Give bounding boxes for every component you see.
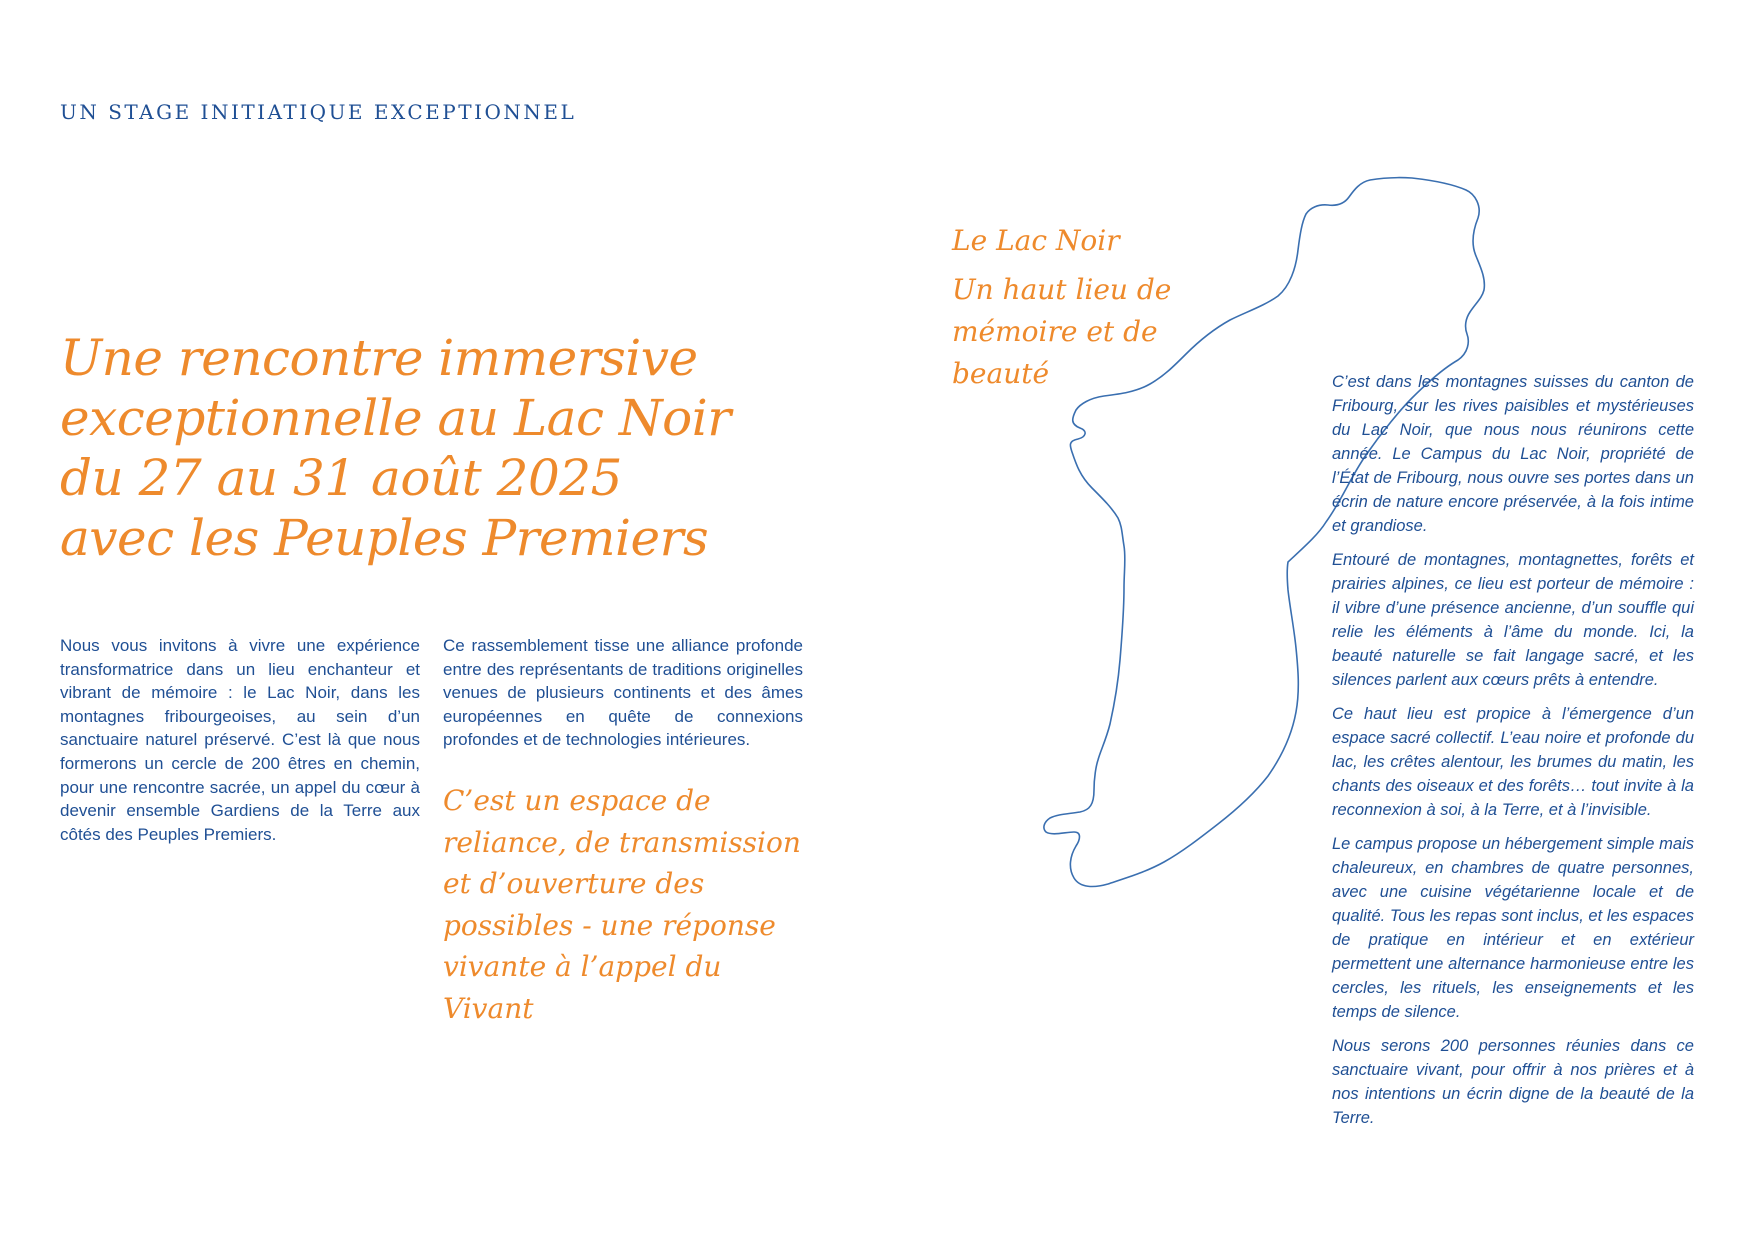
side-subtitle-line: mémoire et de [952,315,1158,348]
intro-paragraph-right: Ce rassemblement tisse une alliance profonde entre des représentants de traditions originelles venues de plusieurs continents et des âmes européennes en quête de connexions profondes et de technologies intérieures. [443,636,803,750]
section-kicker: UN STAGE INITIATIQUE EXCEPTIONNEL [60,100,577,124]
pull-quote-line: reliance, de transmission [443,825,801,859]
side-subtitle-line: beauté [952,357,1050,390]
pull-quote-line: Vivant [443,991,534,1025]
pull-quote-line: C’est un espace de [443,784,711,817]
description-paragraph: Le campus propose un hébergement simple mais chaleureux, en chambres de quatre personnes, avec une cuisine végétarienne locale et de qualité. Tous les repas sont inclus, et les espaces de pratique en intérieur et en extérieur permettent une alternance harmonieuse entre les cercles, les rituels, les enseignements et les temps de silence. [1332,835,1694,1021]
main-headline [60,328,820,568]
side-subtitle [952,269,1171,395]
headline-line: exceptionnelle au Lac Noir [60,389,731,447]
pull-quote-line: possibles - une réponse [443,908,776,942]
headline-line: Une rencontre immersive [60,329,698,387]
pull-quote-line: et d’ouverture des [443,867,705,900]
headline-line: du 27 au 31 août 2025 [60,449,622,507]
description-paragraph: Nous serons 200 personnes réunies dans ce sanctuaire vivant, pour offrir à nos prières et à nos intentions un écrin digne de la beauté de la Terre. [1332,1037,1694,1127]
description-paragraph: Ce haut lieu est propice à l’émergence d’un espace sacré collectif. L’eau noire et profonde du lac, les crêtes alentour, les brumes du matin, les chants des oiseaux et des forêts… tout invite à la reconnexion à soi, à la Terre, et à l’invisible. [1332,705,1694,819]
side-title: Le Lac Noir [952,224,1120,257]
pull-quote [443,780,823,1029]
headline-line: avec les Peuples Premiers [60,509,709,567]
description-paragraph: Entouré de montagnes, montagnettes, forêts et prairies alpines, ce lieu est porteur de mémoire : il vibre d’une présence ancienne, d’un souffle qui relie les éléments à l’âme du monde. Ici, la beauté naturelle se fait langage sacré, et les silences parlent aux cœurs prêts à entendre. [1332,551,1694,689]
intro-paragraph-left: Nous vous invitons à vivre une expérience transformatrice dans un lieu enchanteur et vibrant de mémoire : le Lac Noir, dans les montagnes fribourgeoises, au sein d’un sanctuaire naturel préservé. C’est là que nous formerons un cercle de 200 êtres en chemin, pour une rencontre sacrée, un appel du cœur à devenir ensemble Gardiens de la Terre aux côtés des Peuples Premiers. [60,636,420,844]
description-paragraph: C’est dans les montagnes suisses du canton de Fribourg, sur les rives paisibles et mystérieuses du Lac Noir, que nous nous réunirons cette année. Le Campus du Lac Noir, propriété de l’État de Fribourg, nous ouvre ses portes dans un écrin de nature encore préservée, à la fois intime et grandiose. [1332,373,1694,535]
pull-quote-line: vivante à l’appel du [443,950,722,983]
lac-noir-description [1332,370,1694,1140]
side-subtitle-line: Un haut lieu de [952,273,1172,306]
